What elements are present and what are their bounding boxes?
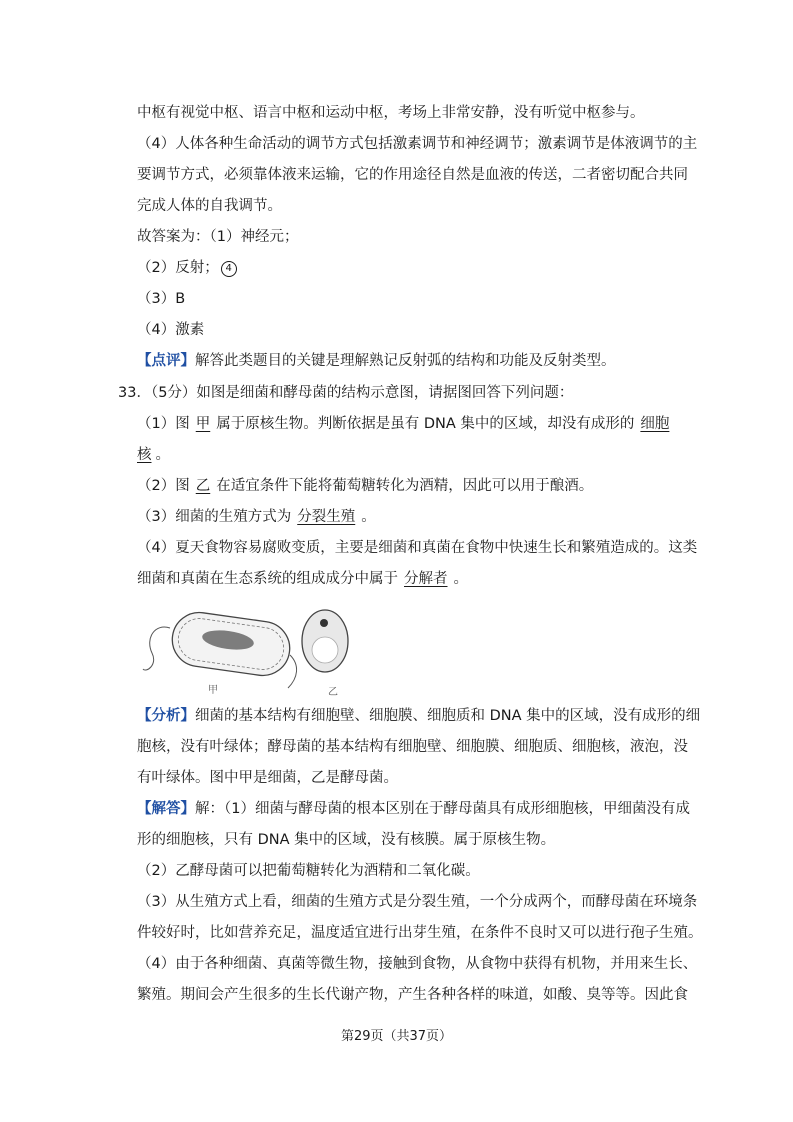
text-span: （2）图 xyxy=(137,478,190,494)
analysis-tag: 【分析】 xyxy=(137,708,195,724)
text-line: 繁殖。期间会产生很多的生长代谢产物，产生各种各样的味道，如酸、臭等等。因此食 xyxy=(137,987,688,1003)
text-line: 完成人体的自我调节。 xyxy=(137,198,282,214)
question-line xyxy=(137,507,376,527)
text-span: 细菌和真菌在生态系统的组成成分中属于 xyxy=(137,571,398,587)
text-span: （1）图 xyxy=(137,416,190,432)
text-line xyxy=(137,258,237,278)
text-line: （4）由于各种细菌、真菌等微生物，接触到食物，从食物中获得有机物，并用来生长、 xyxy=(137,956,698,972)
comment-tag: 【点评】 xyxy=(137,353,195,369)
text-line: （4）人体各种生命活动的调节方式包括激素调节和神经调节；激素调节是体液调节的主 xyxy=(137,136,698,152)
question-line xyxy=(137,414,675,434)
figure-label-jia: 甲 xyxy=(208,685,218,696)
answer-blank: 细胞 xyxy=(640,416,670,432)
question-title: 33．（5分）如图是细菌和酵母菌的结构示意图，请据图回答下列问题： xyxy=(118,385,574,401)
text-line: 形的细胞核，只有 DNA 集中的区域，没有核膜。属于原核生物。 xyxy=(137,832,556,848)
text-line: 中枢有视觉中枢、语言中枢和运动中枢，考场上非常安静，没有听觉中枢参与。 xyxy=(137,105,645,121)
text-span: 属于原核生物。判断依据是虽有 DNA 集中的区域，却没有成形的 xyxy=(216,416,635,432)
answer-blank: 分裂生殖 xyxy=(297,509,356,525)
question-line xyxy=(137,445,170,465)
answer-blank: 分解者 xyxy=(404,571,448,587)
comment-line xyxy=(137,351,616,371)
answer-blank: 乙 xyxy=(195,478,211,494)
text-span: 。 xyxy=(453,571,468,587)
text-line: 要调节方式，必须靠体液来运输，它的作用途径自然是血液的传送，二者密切配合共同 xyxy=(137,167,688,183)
text-line: 有叶绿体。图中甲是细菌，乙是酵母菌。 xyxy=(137,770,398,786)
text-span: 。 xyxy=(361,509,376,525)
solution-line xyxy=(137,799,690,819)
figure-bacteria-yeast xyxy=(140,603,370,702)
text-span: （3）细菌的生殖方式为 xyxy=(137,509,292,525)
text-line: （2）乙酵母菌可以把葡萄糖转化为酒精和二氧化碳。 xyxy=(137,863,480,879)
text-span: 解答此类题目的关键是理解熟记反射弧的结构和功能及反射类型。 xyxy=(195,353,616,369)
figure-label-yi: 乙 xyxy=(328,687,338,698)
page-footer: 第29页（共37页） xyxy=(340,1029,453,1044)
question-line xyxy=(137,569,468,589)
circled-number: 4 xyxy=(221,261,237,277)
question-line xyxy=(137,476,593,496)
text-span: 。 xyxy=(155,447,170,463)
text-line: （3）B xyxy=(137,291,186,307)
text-span: （2）反射； xyxy=(137,260,219,276)
answer-blank: 核 xyxy=(137,447,152,463)
analysis-line xyxy=(137,706,700,726)
text-line: 件较好时，比如营养充足，温度适宜进行出芽生殖，在条件不良时又可以进行孢子生殖。 xyxy=(137,925,703,941)
text-span: 在适宜条件下能将葡萄糖转化为酒精，因此可以用于酿酒。 xyxy=(216,478,594,494)
text-line: （3）从生殖方式上看，细菌的生殖方式是分裂生殖，一个分成两个，而酵母菌在环境条 xyxy=(137,894,698,910)
solution-tag: 【解答】 xyxy=(137,801,195,817)
text-line: 胞核，没有叶绿体；酵母菌的基本结构有细胞壁、细胞膜、细胞质、细胞核，液泡，没 xyxy=(137,739,688,755)
text-line: （4）激素 xyxy=(137,322,205,338)
answer-blank: 甲 xyxy=(195,416,211,432)
text-span: 解：（1）细菌与酵母菌的根本区别在于酵母菌具有成形细胞核，甲细菌没有成 xyxy=(195,801,690,817)
text-span: 细菌的基本结构有细胞壁、细胞膜、细胞质和 DNA 集中的区域，没有成形的细 xyxy=(195,708,701,724)
text-line: 故答案为：（1）神经元； xyxy=(137,229,299,245)
question-line: （4）夏天食物容易腐败变质，主要是细菌和真菌在食物中快速生长和繁殖造成的。这类 xyxy=(137,540,698,556)
